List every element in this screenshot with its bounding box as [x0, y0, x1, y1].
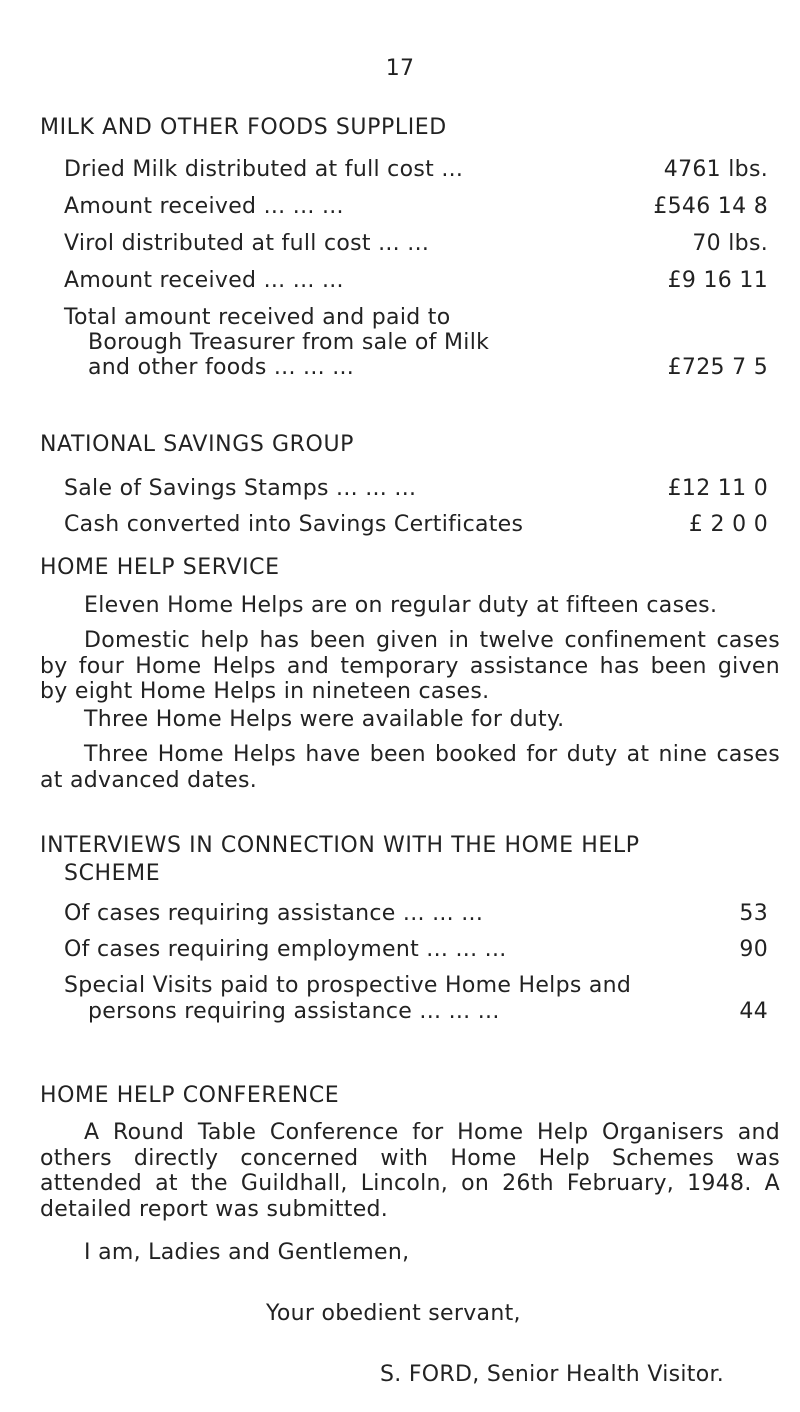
salutation: I am, Ladies and Gentlemen, [84, 1240, 410, 1265]
milk-row [64, 268, 768, 293]
row-label: Amount received ... ... ... [64, 268, 344, 293]
special-visits-line: Special Visits paid to prospective Home Helps and [64, 973, 632, 998]
row-value: £546 14 8 [653, 194, 768, 219]
milk-total-line: Borough Treasurer from sale of Milk [88, 330, 490, 355]
savings-heading: NATIONAL SAVINGS GROUP [40, 432, 355, 457]
savings-row [64, 476, 768, 501]
milk-row [64, 194, 768, 219]
row-label: persons requiring assistance ... ... ... [88, 999, 500, 1024]
row-value: 90 [739, 937, 768, 962]
row-label: Virol distributed at full cost ... ... [64, 231, 430, 256]
home-help-paragraph: Eleven Home Helps are on regular duty at fifteen cases. [84, 593, 718, 618]
page-number: 17 [385, 56, 415, 81]
interviews-row [64, 937, 768, 962]
milk-heading: MILK AND OTHER FOODS SUPPLIED [40, 115, 447, 140]
row-label: and other foods ... ... ... [88, 355, 355, 380]
row-label: Amount received ... ... ... [64, 194, 344, 219]
interviews-heading: INTERVIEWS IN CONNECTION WITH THE HOME HELP [40, 833, 640, 858]
row-value: £725 7 5 [667, 355, 768, 380]
milk-total-row [88, 355, 768, 380]
milk-total-line: Total amount received and paid to [64, 305, 451, 330]
savings-row [64, 512, 768, 537]
interviews-heading-continued: SCHEME [64, 861, 161, 886]
row-value: 70 lbs. [692, 231, 768, 256]
interviews-row [64, 901, 768, 926]
row-label: Of cases requiring assistance ... ... ... [64, 901, 484, 926]
row-label: Of cases requiring employment ... ... ... [64, 937, 507, 962]
milk-row [64, 157, 768, 182]
row-value: 53 [739, 901, 768, 926]
row-label: Dried Milk distributed at full cost ... [64, 157, 464, 182]
signature: S. FORD, Senior Health Visitor. [380, 1362, 725, 1387]
home-help-paragraph: Three Home Helps were available for duty. [84, 707, 565, 732]
conference-paragraph: A Round Table Conference for Home Help Organisers and others directly concerned with Home Help Schemes was attended at the Guildhall, Lincoln, on 26th February, 1948. A detailed report was submitted. [40, 1120, 780, 1222]
milk-row [64, 231, 768, 256]
home-help-heading: HOME HELP SERVICE [40, 555, 280, 580]
row-value: £9 16 11 [667, 268, 768, 293]
row-value: £ 2 0 0 [688, 512, 768, 537]
row-value: 4761 lbs. [663, 157, 768, 182]
home-help-paragraph: Three Home Helps have been booked for duty at nine cases at advanced dates. [40, 742, 780, 793]
valediction: Your obedient servant, [266, 1301, 521, 1326]
row-label: Cash converted into Savings Certificates [64, 512, 524, 537]
home-help-paragraph: Domestic help has been given in twelve confinement cases by four Home Helps and temporary assistance has been given by eight Home Helps in nineteen cases. [40, 628, 780, 704]
row-label: Sale of Savings Stamps ... ... ... [64, 476, 417, 501]
row-value: £12 11 0 [667, 476, 768, 501]
conference-heading: HOME HELP CONFERENCE [40, 1083, 340, 1108]
row-value: 44 [739, 999, 768, 1024]
special-visits-row [88, 999, 768, 1024]
